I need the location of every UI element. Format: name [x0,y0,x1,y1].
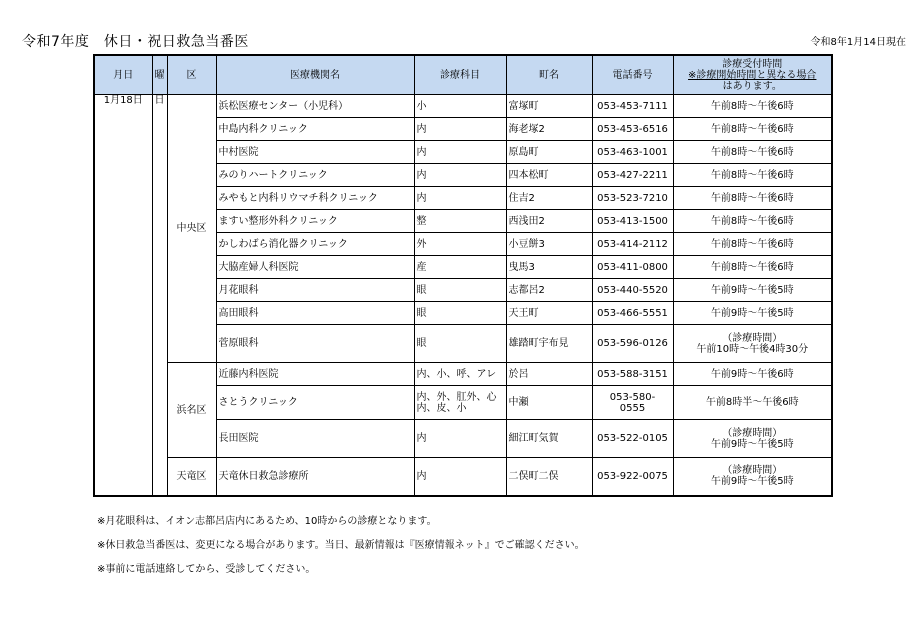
hours-cell: 午前8時～午後6時 [673,118,832,141]
ward-cell-hamana: 浜名区 [167,363,216,458]
phone-cell: 053-427-2211 [592,164,673,187]
footnote: ※事前に電話連絡してから、受診してください。 [97,564,316,575]
town-cell: 原島町 [506,141,592,164]
hours-cell: 午前8時～午後6時 [673,164,832,187]
hours-header-line2: ※診療開始時間と異なる場合 [688,69,817,81]
phone-cell: 053-596-0126 [592,325,673,363]
department-cell: 眼 [414,325,506,363]
column-header-hours [673,55,832,95]
department-cell [414,386,506,420]
ward-cell-chuo: 中央区 [167,95,216,363]
on-call-schedule-table [93,54,833,497]
table-row [94,458,832,496]
hours-value: 午前9時～午後5時 [710,438,794,450]
department-cell: 産 [414,256,506,279]
hours-cell: 午前8時～午後6時 [673,187,832,210]
footnote: ※休日救急当番医は、変更になる場合があります。当日、最新情報は『医療情報ネット』でご確認ください。 [97,540,585,551]
town-cell: 小豆餅3 [506,233,592,256]
phone-cell: 053-414-2112 [592,233,673,256]
town-cell: 四本松町 [506,164,592,187]
department-cell: 内 [414,187,506,210]
hours-note: （診療時間） [722,427,783,439]
hours-cell [673,420,832,458]
hours-cell [673,325,832,363]
department-cell: 内 [414,420,506,458]
department-cell: 内 [414,164,506,187]
phone-cell: 053-522-0105 [592,420,673,458]
hours-cell: 午前8時～午後6時 [673,256,832,279]
phone-cell [592,386,673,420]
ward-cell-tenryu: 天竜区 [167,458,216,496]
hours-cell: 午前9時～午後6時 [673,363,832,386]
column-header-weekday: 曜 [152,55,167,95]
department-cell: 小 [414,95,506,118]
hours-cell: 午前9時～午後5時 [673,279,832,302]
column-header-institution: 医療機関名 [216,55,414,95]
hours-note: （診療時間） [722,465,783,477]
phone-cell: 053-453-7111 [592,95,673,118]
department-cell: 眼 [414,279,506,302]
column-header-phone: 電話番号 [592,55,673,95]
department-cell: 内 [414,141,506,164]
town-cell: 細江町気賀 [506,420,592,458]
phone-cell: 053-588-3151 [592,363,673,386]
hours-cell: 午前8時半～午後6時 [673,386,832,420]
institution-cell: 天竜休日救急診療所 [216,458,414,496]
department-line: 内、外、肛外、心 [416,391,497,403]
institution-cell: みのりハートクリニック [216,164,414,187]
hours-cell: 午前8時～午後6時 [673,233,832,256]
footnotes [97,512,585,584]
table-header-row [94,55,832,95]
institution-cell: さとうクリニック [216,386,414,420]
phone-cell: 053-413-1500 [592,210,673,233]
institution-cell: かしわばら消化器クリニック [216,233,414,256]
town-cell: 雄踏町宇布見 [506,325,592,363]
hours-cell: 午前9時～午後5時 [673,302,832,325]
phone-line: 053-580- [609,391,656,403]
institution-cell: 近藤内科医院 [216,363,414,386]
town-cell: 志都呂2 [506,279,592,302]
column-header-date: 月日 [94,55,152,95]
table-row [94,363,832,386]
table-row [94,95,832,118]
town-cell: 曳馬3 [506,256,592,279]
institution-cell: 高田眼科 [216,302,414,325]
phone-cell: 053-466-5551 [592,302,673,325]
hours-cell: 午前8時～午後6時 [673,95,832,118]
column-header-town: 町名 [506,55,592,95]
phone-cell: 053-453-6516 [592,118,673,141]
institution-cell: 菅原眼科 [216,325,414,363]
phone-cell: 053-922-0075 [592,458,673,496]
as-of-date: 令和8年1月14日現在 [810,37,906,48]
column-header-ward: 区 [167,55,216,95]
hours-cell: 午前8時～午後6時 [673,141,832,164]
department-cell: 内 [414,458,506,496]
town-cell: 住吉2 [506,187,592,210]
institution-cell: 大脇産婦人科医院 [216,256,414,279]
department-cell: 眼 [414,302,506,325]
footnote: ※月花眼科は、イオン志都呂店内にあるため、10時からの診療となります。 [97,516,437,527]
hours-header-line1: 診療受付時間 [722,58,783,70]
town-cell: 富塚町 [506,95,592,118]
department-cell: 内、小、呼、アレ [414,363,506,386]
weekday-cell: 日 [152,95,167,496]
hours-cell [673,458,832,496]
town-cell: 二俣町二俣 [506,458,592,496]
town-cell: 西浅田2 [506,210,592,233]
department-line: 内、皮、小 [416,402,467,414]
phone-line: 0555 [619,402,646,414]
department-cell: 内 [414,118,506,141]
hours-header-line3: はあります。 [722,80,782,92]
department-cell: 整 [414,210,506,233]
institution-cell: みやもと内科リウマチ科クリニック [216,187,414,210]
institution-cell: 中村医院 [216,141,414,164]
institution-cell: 浜松医療センター（小児科） [216,95,414,118]
phone-cell: 053-523-7210 [592,187,673,210]
phone-cell: 053-440-5520 [592,279,673,302]
hours-note: （診療時間） [722,332,783,344]
institution-cell: 中島内科クリニック [216,118,414,141]
hours-value: 午前9時～午後5時 [710,476,794,488]
department-cell: 外 [414,233,506,256]
town-cell: 天王町 [506,302,592,325]
column-header-department: 診療科目 [414,55,506,95]
page-title: 令和7年度 休日・祝日救急当番医 [22,34,249,50]
town-cell: 海老塚2 [506,118,592,141]
phone-cell: 053-411-0800 [592,256,673,279]
institution-cell: 月花眼科 [216,279,414,302]
town-cell: 於呂 [506,363,592,386]
hours-value: 午前10時～午後4時30分 [696,343,809,355]
date-cell: 1月18日 [94,95,152,496]
phone-cell: 053-463-1001 [592,141,673,164]
town-cell: 中瀬 [506,386,592,420]
institution-cell: ますい整形外科クリニック [216,210,414,233]
hours-cell: 午前8時～午後6時 [673,210,832,233]
institution-cell: 長田医院 [216,420,414,458]
